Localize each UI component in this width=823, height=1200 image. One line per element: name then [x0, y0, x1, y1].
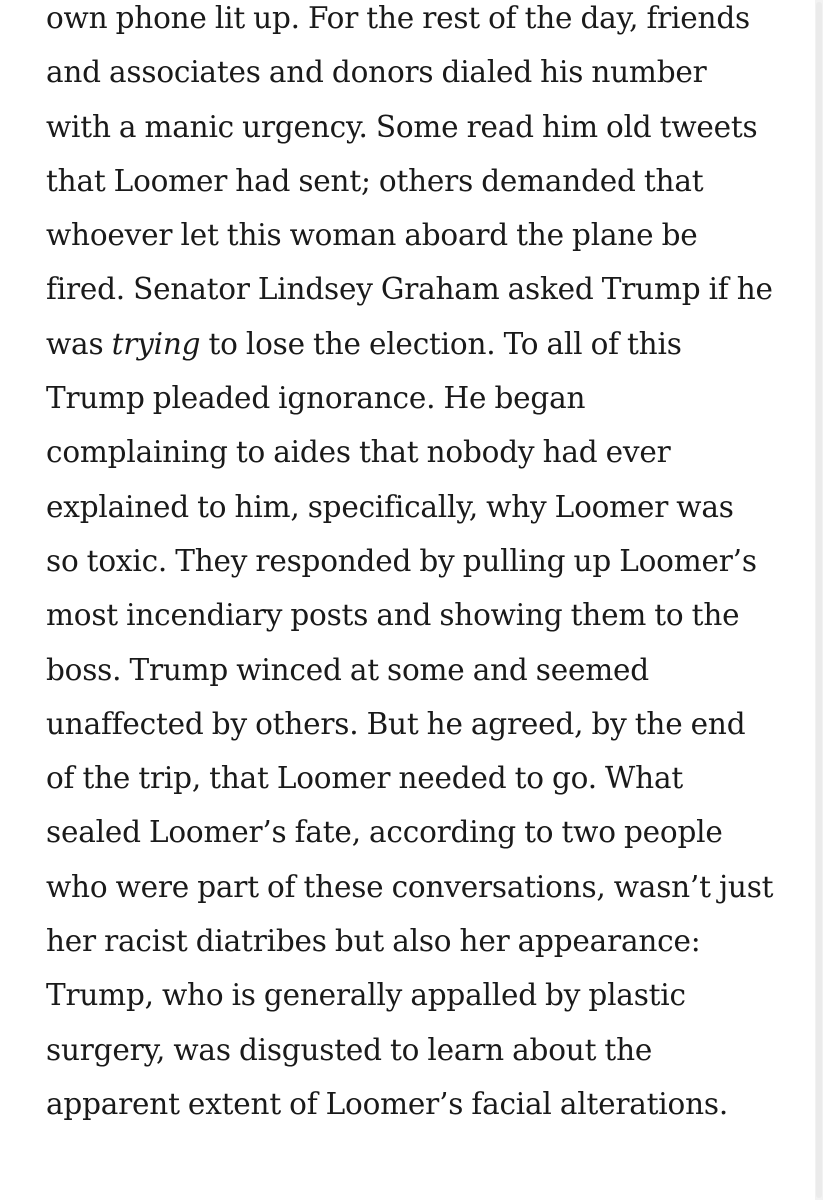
emphasized-word: trying	[111, 326, 201, 361]
text-line: surgery, was disgusted to learn about the	[46, 1032, 653, 1067]
text-line: whoever let this woman aboard the plane be	[46, 218, 698, 253]
text-segment: was	[46, 326, 112, 361]
text-line: own phone lit up. For the rest of the day, friends	[46, 1, 750, 35]
article-paragraph	[46, 0, 806, 1131]
scrollbar-thumb[interactable]	[816, 2, 822, 1198]
text-line: explained to him, specifically, why Loomer was	[46, 489, 734, 524]
text-line: boss. Trump winced at some and seemed	[46, 652, 649, 687]
text-line: of the trip, that Loomer needed to go. What	[46, 761, 684, 796]
text-line: who were part of these conversations, wasn’t just	[46, 869, 774, 904]
text-line: Trump pleaded ignorance. He began	[46, 381, 586, 416]
text-segment: to lose the election. To all of this	[200, 326, 682, 361]
text-line: with a manic urgency. Some read him old tweets	[46, 109, 758, 144]
text-line: and associates and donors dialed his number	[46, 55, 707, 90]
text-line: Trump, who is generally appalled by plastic	[46, 978, 686, 1013]
text-line-with-emphasis	[46, 317, 806, 371]
text-line: most incendiary posts and showing them to the	[46, 598, 740, 633]
text-line: fired. Senator Lindsey Graham asked Trump if he	[46, 272, 773, 307]
text-line: complaining to aides that nobody had ever	[46, 435, 671, 470]
text-line: that Loomer had sent; others demanded that	[46, 163, 704, 198]
text-line: her racist diatribes but also her appearance:	[46, 924, 701, 959]
text-line: apparent extent of Loomer’s facial alterations.	[46, 1086, 729, 1121]
text-line: unaffected by others. But he agreed, by the end	[46, 706, 746, 741]
scrollbar[interactable]	[815, 0, 823, 1200]
text-line: sealed Loomer’s fate, according to two people	[46, 815, 723, 850]
text-line: so toxic. They responded by pulling up Loomer’s	[46, 543, 757, 578]
